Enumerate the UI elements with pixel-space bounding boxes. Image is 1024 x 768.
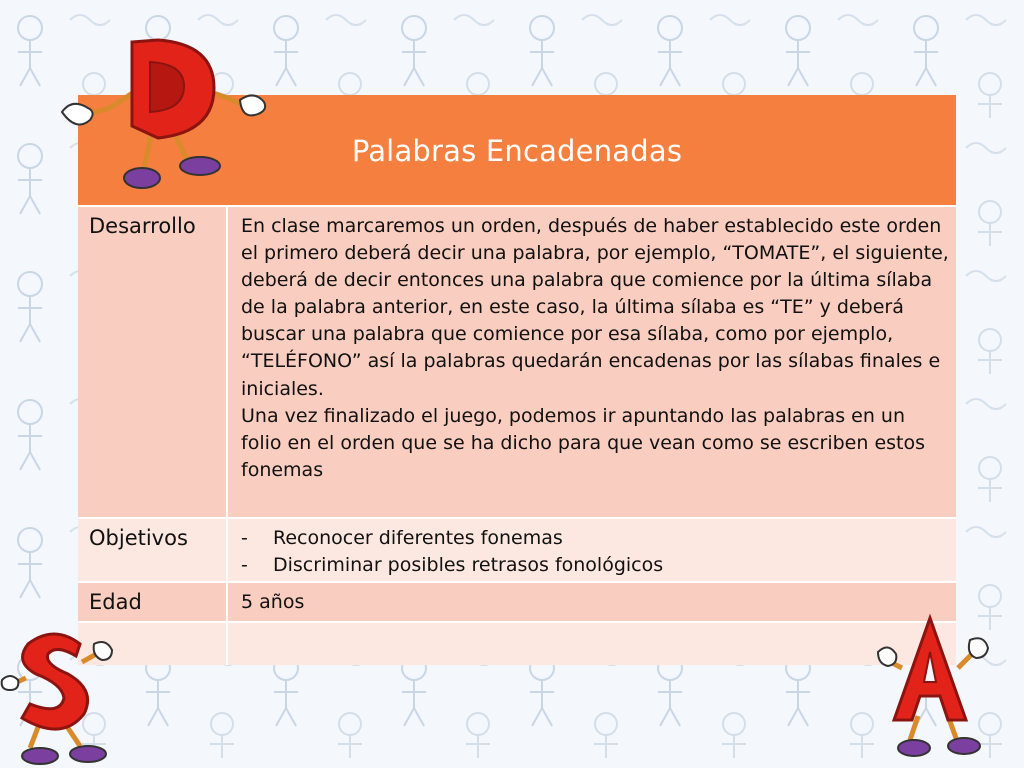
cell-label-edad [78,583,228,623]
edad-value: 5 años [241,591,305,613]
letter-a-mascot-icon [874,612,1004,762]
row-empty [78,621,956,665]
objetivos-list [241,525,951,579]
desarrollo-paragraph-2: Una vez finalizado el juego, podemos ir apuntando las palabras en un folio en el orden que se ha dicho para que vean como se escriben estos fonemas [241,404,925,481]
desarrollo-text [241,213,951,484]
cell-label-objetivos [78,519,228,583]
desarrollo-paragraph-1: En clase marcaremos un orden, después de haber establecido este orden el primero deberá decir una palabra, por ejemplo, “TOMATE”, el siguiente, deberá de decir entonces una palabra que comience por la última sílaba de la palabra anterior, en este caso, la última sílaba es “TE” y deberá buscar una palabra que comience por esa sílaba, como por ejemplo, “TELÉFONO” así la palabras quedarán encadenas por las sílabas finales e iniciales. [241,215,949,400]
cell-label-desarrollo [78,207,228,517]
cell-body-desarrollo [230,207,956,517]
letter-d-mascot-icon [48,28,268,196]
list-item: - Reconocer diferentes fonemas [241,525,951,552]
cell-body-objetivos [230,519,956,583]
cell-body-edad [230,583,956,623]
letter-s-mascot-icon [0,622,130,768]
label-objetivos: Objetivos [89,526,188,550]
row-objetivos [78,517,956,583]
row-edad [78,581,956,623]
cell-body-empty [230,623,956,665]
label-edad: Edad [89,590,142,614]
label-desarrollo: Desarrollo [89,214,196,238]
slide-title: Palabras Encadenadas [351,134,683,168]
row-desarrollo [78,207,956,517]
list-item: - Discriminar posibles retrasos fonológicos [241,552,951,579]
